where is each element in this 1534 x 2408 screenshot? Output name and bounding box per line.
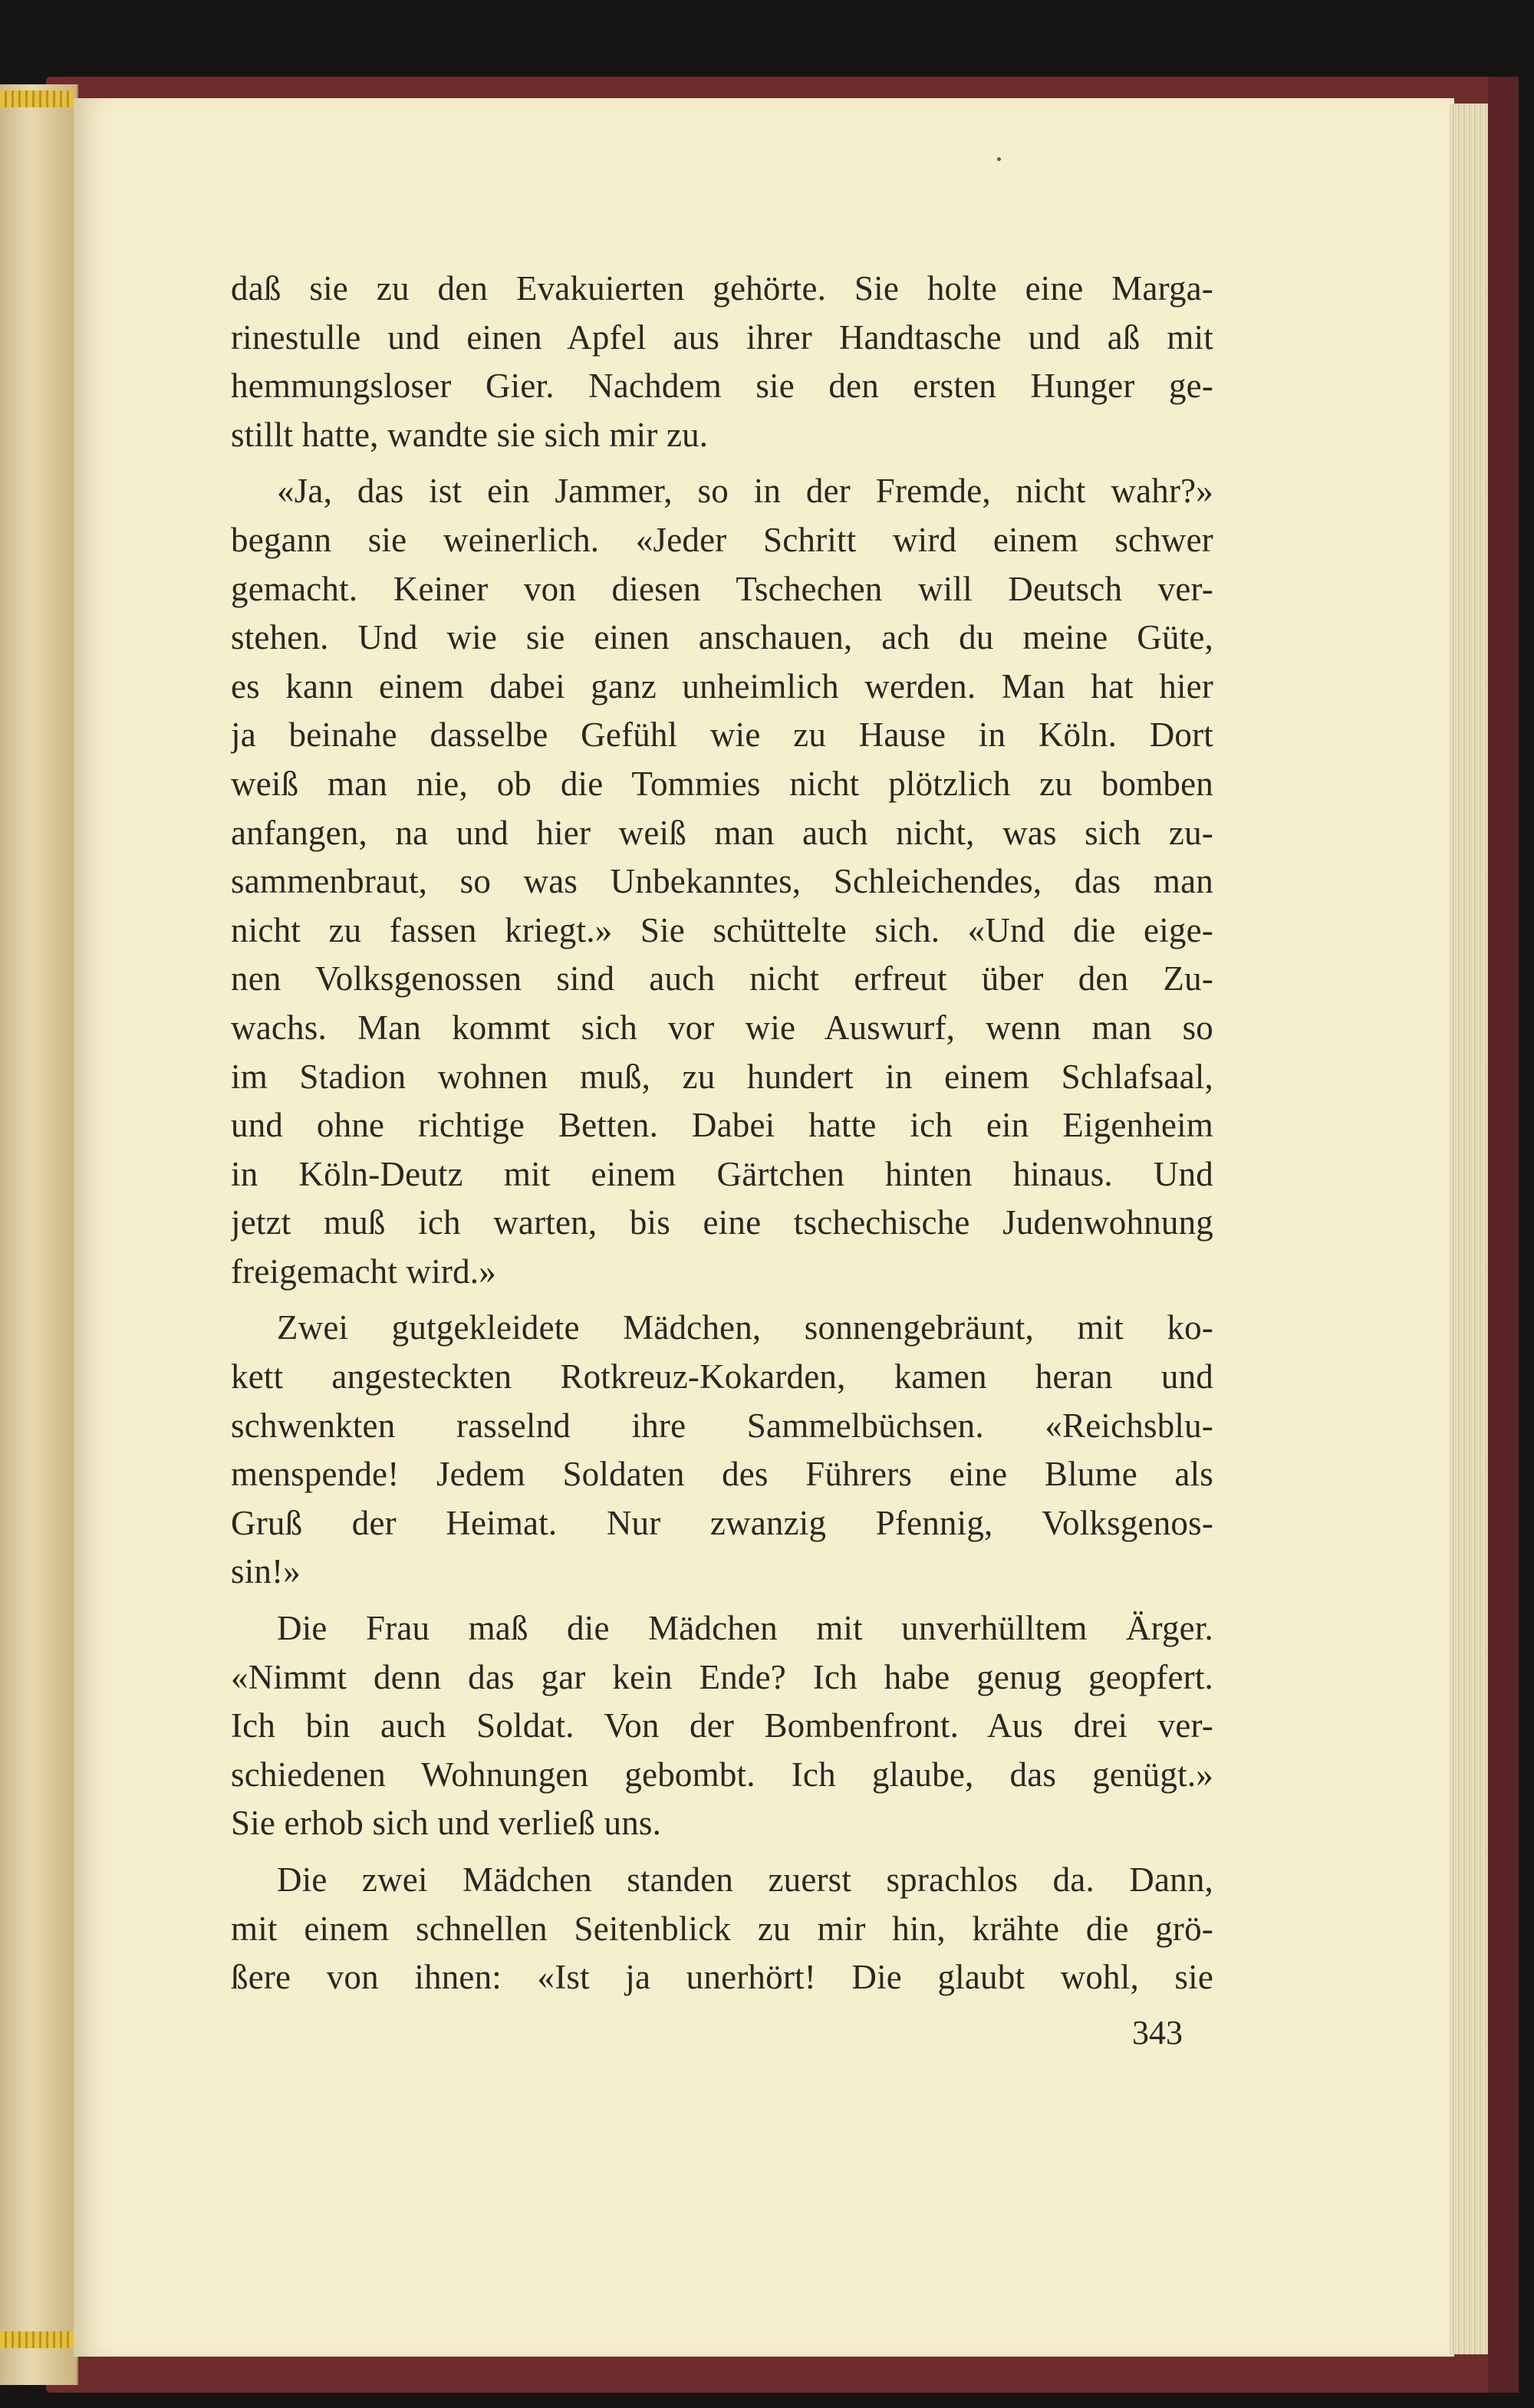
text-line: stehen. Und wie sie einen anschauen, ach du meine Güte,: [231, 618, 1213, 657]
text-line: in Köln-Deutz mit einem Gärtchen hinten hinaus. Und: [231, 1154, 1213, 1193]
text-line: Sie erhob sich und verließ uns.: [231, 1804, 662, 1843]
paragraph-gap: [231, 459, 1213, 467]
text-line: freigemacht wird.»: [231, 1252, 496, 1291]
text-line: jetzt muß ich warten, bis eine tschechische Judenwohnung: [231, 1203, 1213, 1242]
text-line: Gruß der Heimat. Nur zwanzig Pfennig, Volksgenos-: [231, 1503, 1213, 1542]
text-line: «Ja, das ist ein Jammer, so in der Fremde, nicht wahr?»: [277, 472, 1213, 511]
paragraph-gap: [231, 1597, 1213, 1604]
text-line: Die zwei Mädchen standen zuerst sprachlos da. Dann,: [277, 1860, 1213, 1899]
text-line: ja beinahe dasselbe Gefühl wie zu Hause in Köln. Dort: [231, 715, 1213, 755]
text-line: stillt hatte, wandte sie sich mir zu.: [231, 415, 709, 454]
headband-bottom: [0, 2331, 74, 2348]
paragraph-gap: [231, 1296, 1213, 1304]
text-line: im Stadion wohnen muß, zu hundert in einem Schlafsaal,: [231, 1057, 1213, 1096]
facing-page-edge: [0, 84, 78, 2385]
paper-speck: [997, 157, 1001, 161]
text-line: kett angesteckten Rotkreuz-Kokarden, kamen heran und: [231, 1357, 1213, 1396]
text-line: nicht zu fassen kriegt.» Sie schüttelte sich. «Und die eige-: [231, 910, 1213, 949]
text-line: daß sie zu den Evakuierten gehörte. Sie holte eine Marga-: [231, 269, 1213, 308]
text-line: schwenkten rasselnd ihre Sammelbüchsen. «Reichsblu-: [231, 1406, 1213, 1445]
text-line: und ohne richtige Betten. Dabei hatte ich ein Eigenheim: [231, 1106, 1213, 1145]
text-line: es kann einem dabei ganz unheimlich werden. Man hat hier: [231, 666, 1213, 706]
text-line: wachs. Man kommt sich vor wie Auswurf, wenn man so: [231, 1008, 1213, 1047]
paragraph-gap: [231, 1848, 1213, 1856]
text-line: begann sie weinerlich. «Jeder Schritt wird einem schwer: [231, 520, 1213, 559]
text-line: nen Volksgenossen sind auch nicht erfreut über den Zu-: [231, 959, 1213, 998]
text-line: mit einem schnellen Seitenblick zu mir hin, krähte die grö-: [231, 1909, 1213, 1948]
text-line: sin!»: [231, 1552, 301, 1591]
text-line: ßere von ihnen: «Ist ja unerhört! Die glaubt wohl, sie: [231, 1958, 1213, 1997]
text-line: rinestulle und einen Apfel aus ihrer Handtasche und aß mit: [231, 317, 1213, 357]
page-number: 343: [1132, 2014, 1183, 2051]
text-line: sammenbraut, so was Unbekanntes, Schleichendes, das man: [231, 862, 1213, 901]
text-line: gemacht. Keiner von diesen Tschechen will Deutsch ver-: [231, 569, 1213, 608]
text-line: hemmungsloser Gier. Nachdem sie den ersten Hunger ge-: [231, 367, 1213, 406]
book-cover-edge: [1488, 77, 1519, 2393]
text-line: «Nimmt denn das gar kein Ende? Ich habe genug geopfert.: [231, 1657, 1213, 1696]
text-line: Zwei gutgekleidete Mädchen, sonnengebräunt, mit ko-: [277, 1308, 1213, 1347]
text-line: Ich bin auch Soldat. Von der Bombenfront. Aus drei ver-: [231, 1706, 1213, 1745]
text-line: Die Frau maß die Mädchen mit unverhülltem Ärger.: [277, 1609, 1213, 1648]
headband-top: [0, 90, 74, 107]
text-line: anfangen, na und hier weiß man auch nicht, was sich zu-: [231, 813, 1213, 852]
text-line: menspende! Jedem Soldaten des Führers eine Blume als: [231, 1455, 1213, 1494]
body-text: [231, 265, 1213, 2002]
page-stack-edges: [1450, 104, 1488, 2354]
text-line: schiedenen Wohnungen gebombt. Ich glaube, das genügt.»: [231, 1755, 1213, 1794]
text-line: weiß man nie, ob die Tommies nicht plötzlich zu bomben: [231, 764, 1213, 803]
